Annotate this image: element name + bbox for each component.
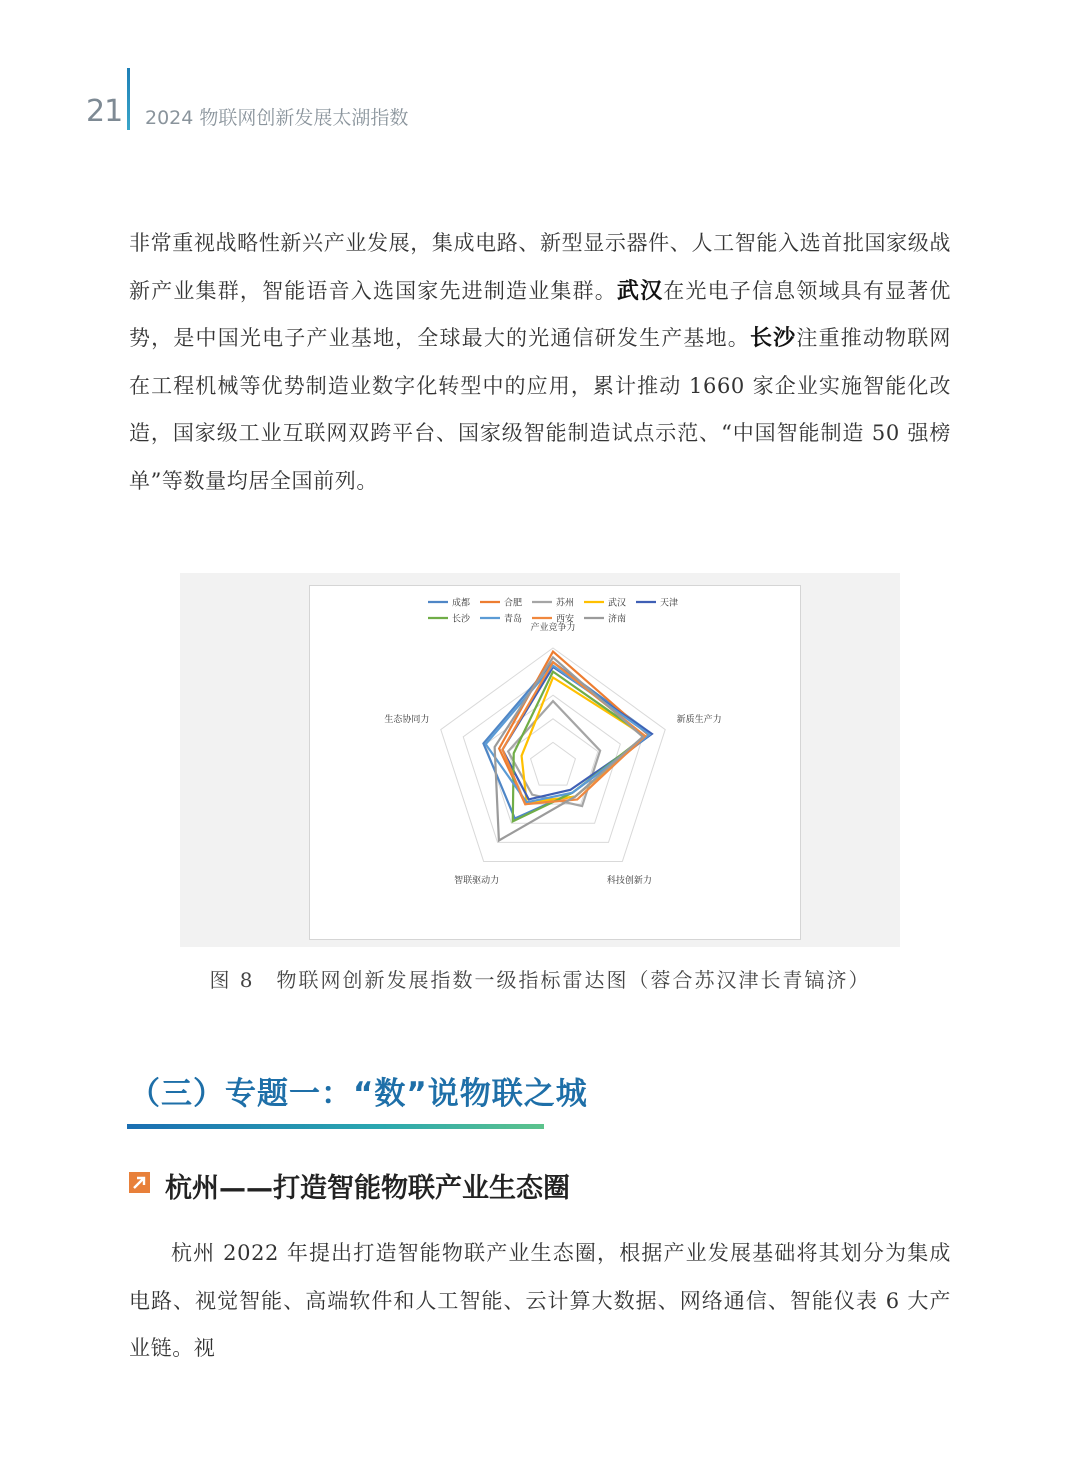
page-header	[0, 0, 1080, 140]
page-number: 21	[86, 94, 123, 129]
radar-chart-svg	[310, 586, 802, 941]
legend-label: 西安	[556, 614, 575, 625]
header-divider	[127, 68, 130, 130]
subsection-title: 杭州——打造智能物联产业生态圈	[165, 1173, 570, 1204]
section-underline	[127, 1124, 544, 1129]
body-paragraph-2: 杭州 2022 年提出打造智能物联产业生态圈，根据产业发展基础将其划分为集成电路、视觉智能、高端软件和人工智能、云计算大数据、网络通信、智能仪表 6 大产业链。视	[129, 1241, 951, 1360]
legend-label: 天津	[660, 598, 679, 609]
paragraph-text: 非常重视战略性新兴产业发展，集成电路、新型显示器件、人工智能入选首批国家级战新产业集群，智能语音入选国家先进制造业集群。	[129, 231, 951, 303]
arrow-corner-icon	[129, 1172, 150, 1193]
city-highlight-wuhan: 武汉	[616, 278, 664, 304]
paragraph-text: 注重推动物联网在工程机械等优势制造业数字化转型中的应用，累计推动 1660 家企业实施智能化改造，国家级工业互联网双跨平台、国家级智能制造试点示范、“中国智能制造 50 强榜单”等数量均居全国前列。	[129, 326, 951, 493]
axis-label: 新质生产力	[676, 714, 722, 725]
axis-label: 产业竞争力	[530, 623, 576, 633]
radar-chart	[309, 585, 801, 940]
axis-label: 科技创新力	[606, 876, 652, 887]
legend-label: 合肥	[504, 598, 523, 609]
legend-label: 长沙	[452, 614, 471, 625]
axis-label: 智联驱动力	[454, 876, 500, 887]
axis-label: 生态协同力	[384, 714, 430, 725]
legend-label: 武汉	[608, 598, 627, 609]
section-title: （三）专题一：“数”说物联之城	[129, 1076, 588, 1112]
chart-legend	[428, 597, 678, 625]
legend-label: 青岛	[504, 614, 523, 625]
figure-caption: 图 8 物联网创新发展指数一级指标雷达图（蓉合苏汉津长青镐济）	[209, 968, 871, 992]
body-paragraph-1	[129, 220, 951, 505]
paragraph-text: 在光电子信息领域具有显著优势，是中国光电子产业基地，全球最大的光通信研发生产基地。	[129, 278, 951, 350]
legend-label: 成都	[452, 598, 471, 609]
running-title: 2024 物联网创新发展太湖指数	[145, 107, 409, 129]
city-highlight-changsha: 长沙	[749, 326, 797, 351]
radar-grid-ring	[531, 742, 576, 785]
legend-label: 苏州	[556, 598, 575, 609]
legend-label: 济南	[608, 614, 627, 625]
